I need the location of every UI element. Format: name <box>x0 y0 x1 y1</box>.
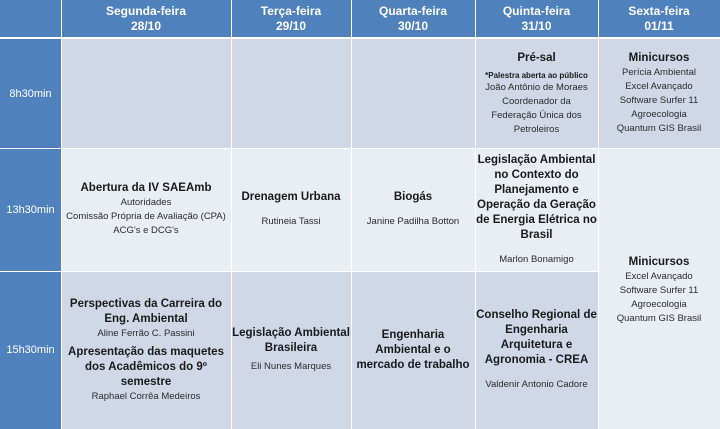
header-tuesday-date: 29/10 <box>275 18 307 33</box>
minicursos-afternoon-title: Minicursos <box>628 256 690 268</box>
minicursos-morning-title: Minicursos <box>628 52 690 64</box>
legislacao-energia-title-2: no Contexto do <box>494 168 579 181</box>
presal-title: Pré-sal <box>517 51 556 64</box>
column-divider <box>598 0 599 429</box>
morning-friday <box>598 39 720 148</box>
minicurso-item: Agroecologia <box>631 299 687 310</box>
drenagem-title: Drenagem Urbana <box>241 191 341 203</box>
afternoon2-tuesday <box>231 271 351 429</box>
crea-title-3: Arquitetura e <box>500 339 573 351</box>
morning-tuesday <box>231 39 351 148</box>
afternoon2-wednesday <box>351 271 475 429</box>
row-divider <box>0 271 598 272</box>
legislacao-energia-speaker: Marlon Bonamigo <box>499 253 574 265</box>
row-divider <box>0 148 720 149</box>
legislacao-energia-title-6: Brasil <box>520 228 553 241</box>
presal-line-3: Federação Única dos <box>491 109 582 121</box>
maquetes-title-2: dos Acadêmicos do 9º <box>84 360 207 373</box>
morning-monday <box>61 39 231 148</box>
minicurso-item: Quantum GIS Brasil <box>616 313 702 324</box>
engenharia-title-2: Ambiental e o <box>375 343 451 356</box>
minicurso-item: Excel Avançado <box>625 81 693 92</box>
morning-wednesday <box>351 39 475 148</box>
afternoon1-monday <box>61 148 231 271</box>
time-label-830: 8h30min <box>9 87 52 100</box>
header-thursday <box>475 0 598 37</box>
header-corner <box>0 0 61 37</box>
header-friday <box>598 0 720 37</box>
header-thursday-day: Quinta-feira <box>502 3 571 18</box>
header-wednesday-day: Quarta-feira <box>378 3 448 18</box>
biogas-title: Biogás <box>393 191 433 203</box>
minicurso-item: Quantum GIS Brasil <box>616 123 702 134</box>
opening-line-1: Autoridades <box>120 197 172 208</box>
opening-line-3: ACG's e DCG's <box>113 225 179 236</box>
header-tuesday-day: Terça-feira <box>260 3 322 18</box>
minicurso-item: Excel Avançado <box>625 271 693 282</box>
legislacao-brasileira-title-1: Legislação Ambiental <box>232 327 350 339</box>
header-friday-day: Sexta-feira <box>628 3 690 18</box>
header-friday-date: 01/11 <box>644 18 674 33</box>
perspectivas-title-1: Perspectivas da Carreira do <box>69 297 223 310</box>
column-divider <box>475 0 476 429</box>
perspectivas-title-2: Eng. Ambiental <box>104 312 188 325</box>
friday-afternoon <box>598 148 720 429</box>
column-divider <box>351 0 352 429</box>
afternoon1-thursday <box>475 148 598 271</box>
afternoon2-thursday <box>475 271 598 429</box>
legislacao-energia-title-4: Operação da Geração <box>477 198 596 211</box>
legislacao-energia-title-3: Planejamento e <box>494 183 579 196</box>
crea-title-4: Agronomia - CREA <box>484 354 589 366</box>
header-wednesday <box>351 0 475 37</box>
presal-note: *Palestra aberta ao público <box>485 70 588 80</box>
engenharia-title-1: Engenharia <box>381 328 445 341</box>
time-slot-morning <box>0 39 61 148</box>
afternoon1-tuesday <box>231 148 351 271</box>
crea-title-2: Engenharia <box>505 324 568 336</box>
header-thursday-date: 31/10 <box>521 18 552 33</box>
time-label-1530: 15h30min <box>6 344 55 356</box>
opening-line-2: Comissão Própria de Avaliação (CPA) <box>66 211 226 222</box>
maquetes-title-3: semestre <box>120 375 172 388</box>
presal-line-2: Coordenador da <box>502 95 571 107</box>
header-wednesday-date: 30/10 <box>397 18 429 33</box>
minicurso-item: Perícia Ambiental <box>622 67 696 78</box>
presal-line-1: João Antônio de Moraes <box>485 81 588 93</box>
biogas-speaker: Janine Padilha Botton <box>366 216 460 227</box>
crea-title-1: Conselho Regional de <box>476 309 597 321</box>
maquetes-title-1: Apresentação das maquetes <box>68 345 224 358</box>
engenharia-title-3: mercado de trabalho <box>356 358 470 371</box>
maquetes-speaker: Raphael Corrêa Medeiros <box>91 390 201 402</box>
legislacao-brasileira-speaker: Eli Nunes Marques <box>250 361 332 372</box>
minicurso-item: Software Surfer 11 <box>619 95 699 106</box>
time-label-1330: 13h30min <box>6 203 55 216</box>
legislacao-energia-title-5: de Energia Elétrica no <box>476 213 597 226</box>
header-divider <box>0 37 720 39</box>
header-tuesday <box>231 0 351 37</box>
morning-thursday <box>475 39 598 148</box>
minicurso-item: Software Surfer 11 <box>619 285 699 296</box>
column-divider <box>231 0 232 429</box>
presal-line-4: Petroleiros <box>513 123 560 135</box>
header-monday-day: Segunda-feira <box>105 3 186 18</box>
minicurso-item: Agroecologia <box>631 109 687 120</box>
header-monday-date: 28/10 <box>130 18 162 33</box>
perspectivas-speaker: Aline Ferrão C. Passini <box>97 327 195 339</box>
header-monday <box>61 0 231 37</box>
afternoon1-wednesday <box>351 148 475 271</box>
legislacao-brasileira-title-2: Brasileira <box>264 342 318 354</box>
opening-title: Abertura da IV SAEAmb <box>80 182 212 194</box>
crea-speaker: Valdenir Antonio Cadore <box>485 379 588 390</box>
time-slot-afternoon-2 <box>0 271 61 429</box>
legislacao-energia-title-1: Legislação Ambiental <box>477 153 596 166</box>
afternoon2-monday <box>61 271 231 429</box>
column-divider <box>61 0 62 429</box>
time-slot-afternoon-1 <box>0 148 61 271</box>
drenagem-speaker: Rutineia Tassi <box>261 216 321 227</box>
